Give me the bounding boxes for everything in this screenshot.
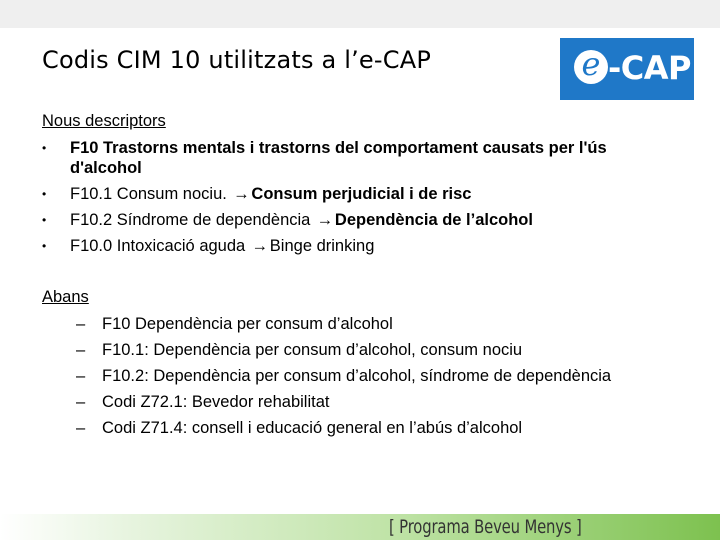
footer-brand bbox=[389, 516, 636, 538]
bullet: • bbox=[42, 239, 47, 253]
old-code-text: F10.2: Dependència per consum d’alcohol, síndrome de dependència bbox=[102, 367, 612, 385]
descriptor-text bbox=[70, 210, 680, 230]
arrow-right-icon: → bbox=[316, 211, 334, 229]
old-code-text: Codi Z71.4: consell i educació general en l’abús d’alcohol bbox=[102, 419, 523, 437]
ecap-logo bbox=[560, 38, 694, 100]
logo-e-glyph: e bbox=[581, 45, 601, 83]
list-item bbox=[76, 392, 329, 412]
list-item bbox=[76, 418, 522, 438]
new-descriptor: Dependència de l’alcohol bbox=[334, 211, 533, 229]
descriptor-text bbox=[70, 236, 680, 256]
descriptor-text: F10 Trastorns mentals i trastorns del comportament causats per l'ús d'alcohol bbox=[70, 139, 607, 177]
list-item bbox=[76, 366, 611, 386]
dash-marker: – bbox=[76, 315, 86, 333]
bullet: • bbox=[42, 187, 47, 201]
nous-heading: Nous descriptors bbox=[42, 112, 166, 130]
old-code: F10.2 Síndrome de dependència bbox=[70, 211, 315, 229]
descriptor-text bbox=[70, 184, 680, 204]
new-descriptor: Consum perjudicial i de risc bbox=[251, 185, 472, 203]
old-code-text: F10 Dependència per consum d’alcohol bbox=[102, 315, 393, 333]
slide-title: Codis CIM 10 utilitzats a l’e-CAP bbox=[42, 46, 432, 74]
arrow-right-icon: → bbox=[251, 237, 269, 255]
logo-text: -CAP bbox=[608, 49, 691, 87]
new-descriptor: Binge drinking bbox=[269, 237, 375, 255]
old-code: F10.0 Intoxicació aguda bbox=[70, 237, 250, 255]
top-band bbox=[0, 0, 720, 28]
bullet: • bbox=[42, 213, 47, 227]
footer-brand-text: [ Programa Beveu Menys ] bbox=[389, 516, 582, 538]
dash-marker: – bbox=[76, 341, 86, 359]
dash-marker: – bbox=[76, 367, 86, 385]
arrow-right-icon: → bbox=[233, 185, 250, 203]
list-item bbox=[76, 340, 522, 360]
dash-marker: – bbox=[76, 419, 86, 437]
list-item bbox=[76, 314, 393, 334]
old-code: F10.1 Consum nociu. bbox=[70, 185, 232, 203]
bullet: • bbox=[42, 141, 47, 155]
old-code-text: Codi Z72.1: Bevedor rehabilitat bbox=[102, 393, 330, 411]
old-code-text: F10.1: Dependència per consum d’alcohol, consum nociu bbox=[102, 341, 523, 359]
abans-heading: Abans bbox=[42, 288, 89, 306]
dash-marker: – bbox=[76, 393, 86, 411]
